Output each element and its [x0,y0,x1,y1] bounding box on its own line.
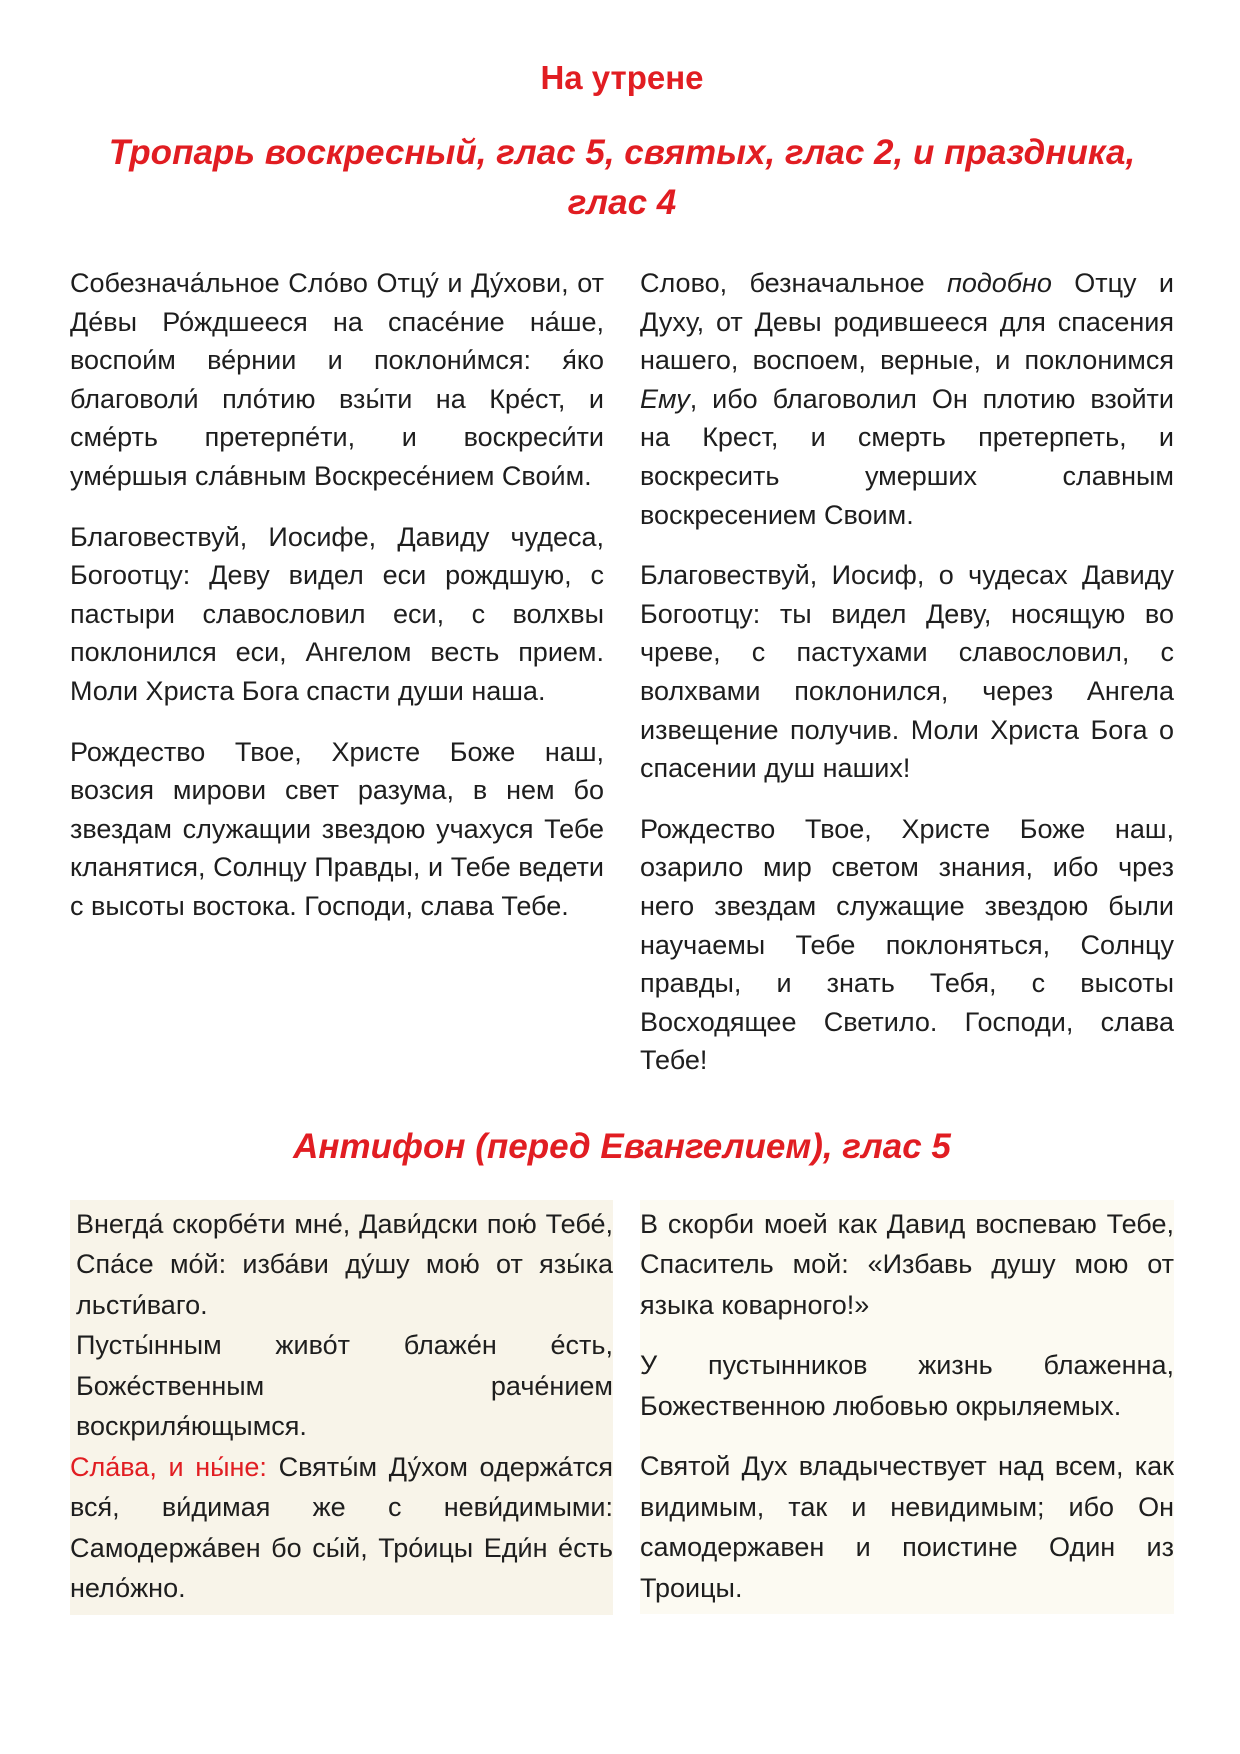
antiphon-russian-paragraph: У пустынников жизнь блаженна, Божественною любовью окрыляемых. [640,1350,1174,1421]
antiphon-slavonic-paragraph: Внегда́ скорбе́ти мне́, Дави́дски пою́ Тебе́, Спа́се мо́й: изба́ви ду́шу мою́ от язы́ка льсти́ваго. [76,1208,613,1320]
text-run: Слово, безначальное [640,268,947,298]
tropar-slavonic-paragraph: Собезнача́льное Сло́во Отцу́ и Ду́хови, от Де́вы Ро́ждшееся на спасе́ние на́ше, воспои́м ве́рнии и поклони́мся: я́ко благоволи́ пло́тию взы́ти на Кре́ст, и сме́рть претерпе́ти, и воскреси́ти уме́ршыя сла́вным Воскресе́нием Свои́м. [70,268,604,491]
text-run: , ибо благоволил Он плотию взойти на Крест, и смерть претерпеть, и воскресить умерших славным воскресением Своим. [640,383,1174,530]
tropar-slavonic-paragraph: Рождество Твое, Христе Боже наш, возсия мирови свет разума, в нем бо звездам служащии звездою учахуся Тебе кланятися, Солнцу Правды, и Тебе ведети с высоты востока. Господи, слава Тебе. [70,736,604,921]
tropar-columns [70,264,1174,1080]
text-run: Отцу и Духу, от Девы родившееся для спасения нашего, воспоем, верные, и поклонимся [640,268,1174,376]
tropar-church-slavonic-column [70,264,604,1080]
page-content [70,58,1174,1615]
antiphon-heading: Антифон (перед Евангелием), глас 5 [293,1126,951,1166]
tropar-heading: Тропарь воскресный, глас 5, святых, глас 2, и праздника, глас 4 [108,133,1136,222]
tropar-russian-column [640,264,1174,1080]
italic-text: подобно [946,268,1052,298]
antiphon-section [70,1124,1174,1615]
text-run: Святы́м Ду́хом одержа́тся вся́, ви́димая же с неви́димыми: Самодержа́вен бо сы́й, Тро́ицы Еди́н е́сть нело́жно. [70,1451,613,1604]
rubric-glory-now: Сла́ва, и ны́не: [70,1451,267,1482]
antiphon-russian-column [640,1200,1174,1615]
tropar-slavonic-paragraph: Благовествуй, Иосифе, Давиду чудеса, Богоотцу: Деву видел еси рождшую, с пастыри славословил еси, с волхвы поклонился еси, Ангелом весть прием. Моли Христа Бога спасти души наша. [70,521,604,706]
antiphon-russian-paragraph: В скорби моей как Давид воспеваю Тебе, Спаситель мой: «Избавь душу мою от языка коварного!» [640,1208,1174,1320]
tropar-russian-paragraph: Благовествуй, Иосиф, о чудесах Давиду Богоотцу: ты видел Деву, носящую во чреве, с пастухами славословил, с волхвами поклонился, через Ангела извещение получив. Моли Христа Бога о спасении душ наших! [640,560,1174,784]
antiphon-church-slavonic-column [70,1200,613,1615]
page-title: На утрене [540,59,704,96]
antiphon-columns [70,1200,1174,1615]
italic-text: Ему [640,383,690,414]
tropar-russian-paragraph [640,264,1174,534]
tropar-russian-paragraph: Рождество Твое, Христе Боже наш, озарило мир светом знания, ибо чрез него звездам служащие звездою были научаемы Тебе поклоняться, Солнцу правды, и знать Тебя, с высоты Восходящее Светило. Господи, слава Тебе! [640,813,1174,1076]
antiphon-slavonic-paragraph: Пусты́нным живо́т блаже́н е́сть, Боже́ственным раче́нием воскриля́ющымся. [76,1330,613,1442]
antiphon-slavonic-paragraph [70,1447,613,1609]
antiphon-russian-paragraph: Святой Дух владычествует над всем, как видимым, так и невидимым; ибо Он самодержавен и поистине Один из Троицы. [640,1451,1174,1603]
